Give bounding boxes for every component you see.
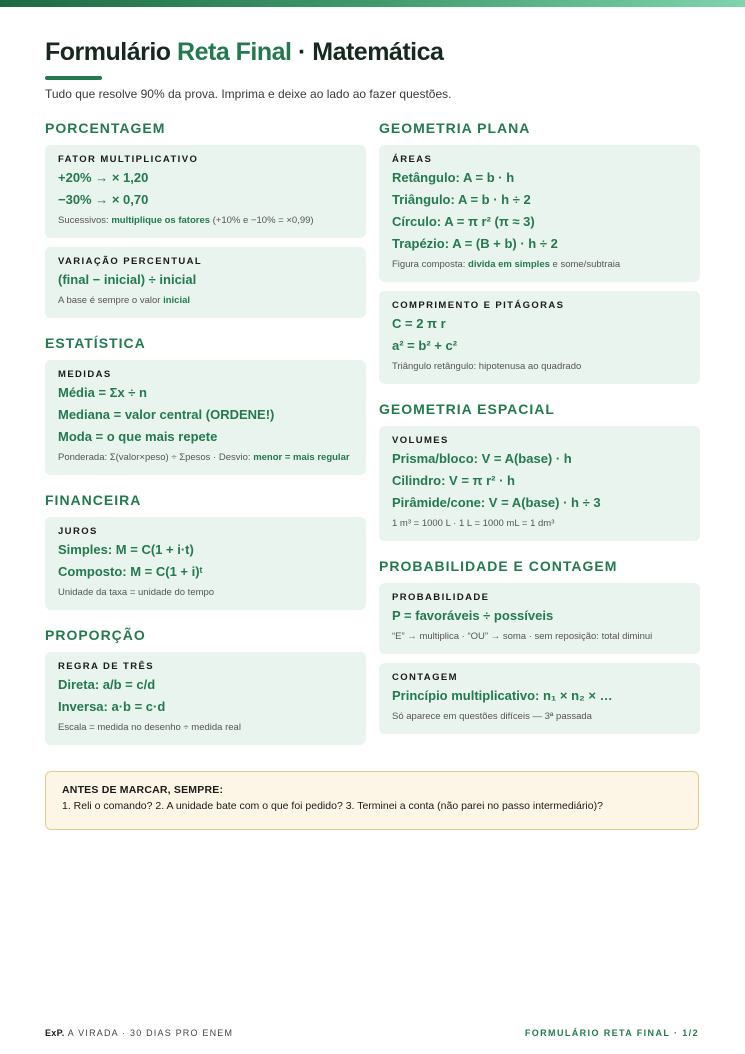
- formula-line: C = 2 π r: [392, 316, 446, 331]
- callout-text: 1. Reli o comando? 2. A unidade bate com o que foi pedido? 3. Terminei a conta (não parei no passo intermediário)?: [62, 800, 603, 812]
- card-juros: [45, 517, 366, 610]
- card-title: ÁREAS: [392, 154, 433, 165]
- card-medidas: [45, 360, 366, 475]
- card-contagem: [379, 663, 700, 734]
- footer-right: FORMULÁRIO RETA FINAL · 1/2: [524, 1028, 699, 1038]
- card-comprimento-pitagoras: [379, 291, 700, 384]
- formula-line: Inversa: a·b = c·d: [58, 699, 166, 714]
- formula-line: Princípio multiplicativo: n₁ × n₂ × …: [392, 688, 613, 703]
- formula-line: −30% → × 0,70: [58, 192, 149, 207]
- section-title-financeira: FINANCEIRA: [45, 492, 142, 508]
- card-title: REGRA DE TRÊS: [58, 661, 154, 672]
- top-gradient-bar: [0, 0, 745, 7]
- title-underline: [45, 76, 102, 80]
- checklist-callout: [45, 771, 699, 830]
- right-column: [379, 120, 700, 734]
- card-note: 1 m³ = 1000 L · 1 L = 1000 mL = 1 dm³: [392, 518, 555, 529]
- card-title: VOLUMES: [392, 435, 449, 446]
- card-title: MEDIDAS: [58, 369, 112, 380]
- formula-line: Composto: M = C(1 + i)ᵗ: [58, 564, 203, 579]
- footer-left: [45, 1028, 233, 1038]
- card-note: A base é sempre o valor inicial: [58, 295, 191, 306]
- formula-line: Círculo: A = π r² (π ≈ 3): [392, 214, 535, 229]
- card-note: Triângulo retângulo: hipotenusa ao quadrado: [392, 361, 582, 372]
- formula-line: Triângulo: A = b · h ÷ 2: [392, 192, 531, 207]
- section-title-geometria-espacial: GEOMETRIA ESPACIAL: [379, 401, 555, 417]
- formula-line: a² = b² + c²: [392, 338, 458, 353]
- card-note: Sucessivos: multiplique os fatores (+10% e −10% = ×0,99): [58, 215, 314, 226]
- formula-line: Direta: a/b = c/d: [58, 677, 156, 692]
- formula-line: Trapézio: A = (B + b) · h ÷ 2: [392, 236, 558, 251]
- formula-line: Prisma/bloco: V = A(base) · h: [392, 451, 572, 466]
- card-variacao-percentual: [45, 247, 366, 318]
- formula-line: Moda = o que mais repete: [58, 429, 218, 444]
- footer-left-text: A VIRADA · 30 DIAS PRO ENEM: [64, 1028, 234, 1038]
- card-title: CONTAGEM: [392, 672, 458, 683]
- section-title-proporcao: PROPORÇÃO: [45, 627, 146, 643]
- card-note: Ponderada: Σ(valor×peso) ÷ Σpesos · Desvio: menor = mais regular: [58, 452, 350, 463]
- card-note: Figura composta: divida em simples e some/subtraia: [392, 259, 621, 270]
- card-regra-de-tres: [45, 652, 366, 745]
- card-title: JUROS: [58, 526, 98, 537]
- title-part-2: Reta Final: [177, 38, 292, 66]
- card-title: PROBABILIDADE: [392, 592, 490, 603]
- title-part-3: · Matemática: [297, 38, 444, 66]
- formula-line: +20% → × 1,20: [58, 170, 149, 185]
- card-note: Unidade da taxa = unidade do tempo: [58, 587, 215, 598]
- card-note: “E” → multiplica · “OU” → soma · sem reposição: total diminui: [392, 631, 653, 642]
- card-title: COMPRIMENTO E PITÁGORAS: [392, 300, 565, 311]
- section-title-porcentagem: PORCENTAGEM: [45, 120, 166, 136]
- page-title: [45, 38, 443, 67]
- card-areas: [379, 145, 700, 282]
- card-title: FATOR MULTIPLICATIVO: [58, 154, 199, 165]
- formula-line: (final − inicial) ÷ inicial: [58, 272, 197, 287]
- card-volumes: [379, 426, 700, 541]
- card-probabilidade: [379, 583, 700, 654]
- card-title: VARIAÇÃO PERCENTUAL: [58, 256, 203, 267]
- formula-line: P = favoráveis ÷ possíveis: [392, 608, 554, 623]
- title-part-1: Formulário: [45, 38, 171, 66]
- section-title-estatistica: ESTATÍSTICA: [45, 335, 146, 351]
- page-subtitle: Tudo que resolve 90% da prova. Imprima e deixe ao lado ao fazer questões.: [45, 87, 452, 101]
- card-note: Escala = medida no desenho ÷ medida real: [58, 722, 241, 733]
- formula-line: Média = Σx ÷ n: [58, 385, 147, 400]
- card-note: Só aparece em questões difíceis — 3ª passada: [392, 711, 592, 722]
- formula-line: Simples: M = C(1 + i·t): [58, 542, 194, 557]
- callout-title: ANTES DE MARCAR, SEMPRE:: [62, 784, 224, 796]
- formula-line: Retângulo: A = b · h: [392, 170, 515, 185]
- formula-line: Pirâmide/cone: V = A(base) · h ÷ 3: [392, 495, 601, 510]
- card-fator-multiplicativo: [45, 145, 366, 238]
- formula-line: Cilindro: V = π r² · h: [392, 473, 515, 488]
- formula-line: Mediana = valor central (ORDENE!): [58, 407, 275, 422]
- section-title-geometria-plana: GEOMETRIA PLANA: [379, 120, 531, 136]
- left-column: [45, 120, 366, 745]
- section-title-probabilidade: PROBABILIDADE E CONTAGEM: [379, 558, 618, 574]
- brand-logo: ExP.: [45, 1028, 65, 1038]
